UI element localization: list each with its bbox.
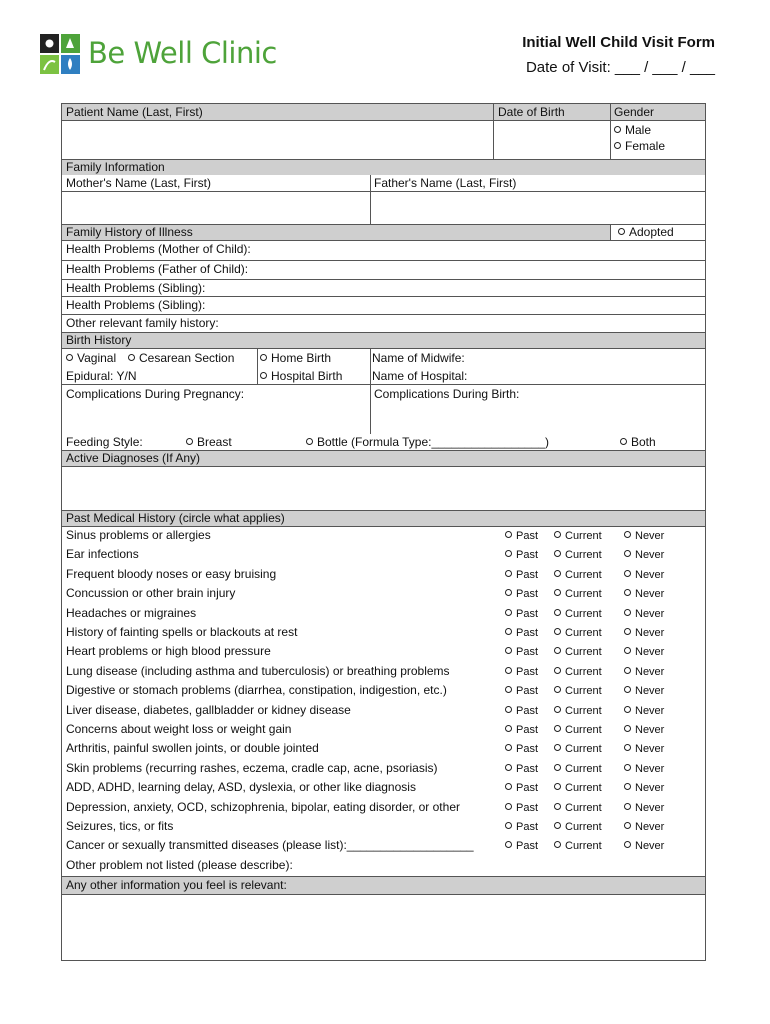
history-option-current[interactable]: Current — [554, 645, 602, 660]
radio-icon — [614, 126, 621, 133]
other-info-title: Any other information you feel is relevant: — [66, 878, 287, 892]
history-item-label: Concerns about weight loss or weight gain — [66, 722, 292, 736]
radio-icon — [554, 706, 561, 713]
history-option-never[interactable]: Never — [624, 820, 664, 835]
history-option-never[interactable]: Never — [624, 801, 664, 816]
history-option-never[interactable]: Never — [624, 607, 664, 622]
radio-icon — [554, 686, 561, 693]
radio-icon — [620, 438, 627, 445]
mother-name-label: Mother's Name (Last, First) — [66, 176, 211, 190]
health-mother-field[interactable]: Health Problems (Mother of Child): — [66, 242, 251, 256]
history-option-current[interactable]: Current — [554, 762, 602, 777]
history-option-current[interactable]: Current — [554, 742, 602, 757]
radio-icon — [186, 438, 193, 445]
gender-label: Gender — [614, 105, 655, 119]
radio-icon — [554, 803, 561, 810]
history-option-never[interactable]: Never — [624, 684, 664, 699]
history-item-label: ADD, ADHD, learning delay, ASD, dyslexia, or other like diagnosis — [66, 780, 416, 794]
history-option-past[interactable]: Past — [505, 626, 538, 641]
family-info-title: Family Information — [66, 160, 165, 174]
date-of-visit-field[interactable]: Date of Visit: ___ / ___ / ___ — [525, 59, 715, 76]
history-option-never[interactable]: Never — [624, 704, 664, 719]
history-option-past[interactable]: Past — [505, 645, 538, 660]
radio-icon — [614, 142, 621, 149]
radio-icon — [128, 354, 135, 361]
radio-icon — [505, 647, 512, 654]
history-item-label: Concussion or other brain injury — [66, 586, 236, 600]
radio-icon — [624, 841, 631, 848]
radio-icon — [505, 706, 512, 713]
history-item-label: Headaches or migraines — [66, 606, 197, 620]
radio-icon — [505, 841, 512, 848]
history-option-never[interactable]: Never — [624, 587, 664, 602]
radio-icon — [554, 764, 561, 771]
history-option-current[interactable]: Current — [554, 723, 602, 738]
radio-icon — [505, 822, 512, 829]
radio-icon — [554, 822, 561, 829]
radio-icon — [624, 706, 631, 713]
history-option-never[interactable]: Never — [624, 645, 664, 660]
radio-icon — [505, 609, 512, 616]
breast-option[interactable]: Breast — [186, 435, 232, 450]
history-item-label: Ear infections — [66, 547, 139, 561]
history-option-never[interactable]: Never — [624, 665, 664, 680]
history-option-past[interactable]: Past — [505, 801, 538, 816]
history-option-current[interactable]: Current — [554, 587, 602, 602]
form-table — [61, 103, 706, 961]
history-option-current[interactable]: Current — [554, 548, 602, 563]
radio-icon — [624, 822, 631, 829]
radio-icon — [66, 354, 73, 361]
history-item-label: Heart problems or high blood pressure — [66, 644, 271, 658]
radio-icon — [624, 667, 631, 674]
radio-icon — [624, 589, 631, 596]
radio-icon — [624, 783, 631, 790]
radio-icon — [505, 725, 512, 732]
radio-icon — [260, 372, 267, 379]
history-option-current[interactable]: Current — [554, 704, 602, 719]
radio-icon — [505, 803, 512, 810]
patient-name-field[interactable] — [66, 122, 490, 158]
vaginal-option[interactable]: Vaginal — [66, 351, 116, 366]
radio-icon — [554, 628, 561, 635]
history-option-past[interactable]: Past — [505, 684, 538, 699]
past-medical-history-title: Past Medical History (circle what applies) — [66, 511, 285, 525]
mother-name-field[interactable] — [66, 193, 366, 223]
history-option-current[interactable]: Current — [554, 839, 602, 854]
history-option-current[interactable]: Current — [554, 568, 602, 583]
history-option-never[interactable]: Never — [624, 529, 664, 544]
dob-label: Date of Birth — [498, 105, 565, 119]
history-option-never[interactable]: Never — [624, 839, 664, 854]
gender-female-option[interactable]: Female — [614, 139, 665, 154]
radio-icon — [505, 589, 512, 596]
complications-birth-field[interactable]: Complications During Birth: — [374, 387, 520, 401]
history-option-past[interactable]: Past — [505, 742, 538, 757]
radio-icon — [505, 550, 512, 557]
both-option[interactable]: Both — [620, 435, 656, 450]
adopted-option[interactable]: Adopted — [618, 225, 674, 240]
radio-icon — [554, 589, 561, 596]
radio-icon — [505, 628, 512, 635]
active-diagnoses-field[interactable] — [66, 468, 702, 508]
radio-icon — [624, 725, 631, 732]
health-sibling-field[interactable]: Health Problems (Sibling): — [66, 298, 206, 312]
clinic-logo — [40, 34, 280, 76]
history-option-current[interactable]: Current — [554, 607, 602, 622]
birth-history-header — [62, 332, 705, 348]
radio-icon — [624, 628, 631, 635]
radio-icon — [554, 725, 561, 732]
radio-icon — [624, 531, 631, 538]
radio-icon — [505, 667, 512, 674]
radio-icon — [554, 783, 561, 790]
history-option-past[interactable]: Past — [505, 587, 538, 602]
complications-pregnancy-field[interactable]: Complications During Pregnancy: — [66, 387, 245, 401]
family-history-title: Family History of Illness — [66, 225, 193, 239]
history-option-past[interactable]: Past — [505, 607, 538, 622]
history-option-current[interactable]: Current — [554, 665, 602, 680]
radio-icon — [505, 764, 512, 771]
home-birth-option[interactable]: Home Birth — [260, 351, 331, 366]
radio-icon — [624, 686, 631, 693]
cesarean-option[interactable]: Cesarean Section — [128, 351, 234, 366]
radio-icon — [624, 764, 631, 771]
history-item-label: Depression, anxiety, OCD, schizophrenia, bipolar, eating disorder, or other — [66, 800, 460, 814]
radio-icon — [554, 531, 561, 538]
history-option-current[interactable]: Current — [554, 529, 602, 544]
midwife-field[interactable]: Name of Midwife: — [372, 351, 465, 365]
history-item-label: Liver disease, diabetes, gallbladder or kidney disease — [66, 703, 351, 717]
history-option-past[interactable]: Past — [505, 548, 538, 563]
history-option-current[interactable]: Current — [554, 801, 602, 816]
radio-icon — [554, 647, 561, 654]
history-option-never[interactable]: Never — [624, 626, 664, 641]
history-option-never[interactable]: Never — [624, 568, 664, 583]
other-info-field[interactable] — [66, 896, 702, 958]
radio-icon — [306, 438, 313, 445]
radio-icon — [624, 609, 631, 616]
radio-icon — [505, 686, 512, 693]
radio-icon — [505, 570, 512, 577]
radio-icon — [624, 550, 631, 557]
radio-icon — [505, 744, 512, 751]
radio-icon — [554, 667, 561, 674]
hospital-name-field[interactable]: Name of Hospital: — [372, 369, 468, 383]
radio-icon — [624, 570, 631, 577]
feeding-style-label: Feeding Style: — [66, 435, 143, 449]
history-option-current[interactable]: Current — [554, 781, 602, 796]
history-option-current[interactable]: Current — [554, 626, 602, 641]
history-option-current[interactable]: Current — [554, 684, 602, 699]
father-name-label: Father's Name (Last, First) — [374, 176, 517, 190]
history-option-never[interactable]: Never — [624, 781, 664, 796]
history-item-label: Cancer or sexually transmitted diseases (please list):___________________ — [66, 838, 474, 852]
radio-icon — [554, 570, 561, 577]
hospital-birth-option[interactable]: Hospital Birth — [260, 369, 342, 384]
history-option-past[interactable]: Past — [505, 762, 538, 777]
radio-icon — [554, 744, 561, 751]
gender-male-option[interactable]: Male — [614, 123, 651, 138]
radio-icon — [624, 647, 631, 654]
radio-icon — [554, 841, 561, 848]
history-option-never[interactable]: Never — [624, 723, 664, 738]
dob-field[interactable] — [498, 122, 606, 158]
radio-icon — [505, 531, 512, 538]
birth-history-title: Birth History — [66, 333, 132, 347]
history-option-past[interactable]: Past — [505, 665, 538, 680]
history-option-past[interactable]: Past — [505, 529, 538, 544]
radio-icon — [554, 609, 561, 616]
history-option-past[interactable]: Past — [505, 704, 538, 719]
logo-mark-icon — [40, 34, 80, 74]
history-item-label: History of fainting spells or blackouts at rest — [66, 625, 298, 639]
active-diagnoses-title: Active Diagnoses (If Any) — [66, 451, 201, 465]
patient-name-label: Patient Name (Last, First) — [66, 105, 203, 119]
history-option-never[interactable]: Never — [624, 742, 664, 757]
other-problem-field[interactable]: Other problem not listed (please describe): — [66, 858, 293, 872]
history-option-never[interactable]: Never — [624, 762, 664, 777]
form-title: Initial Well Child Visit Form — [522, 34, 715, 51]
radio-icon — [624, 744, 631, 751]
epidural-field[interactable]: Epidural: Y/N — [66, 369, 137, 383]
history-item-label: Arthritis, painful swollen joints, or double jointed — [66, 741, 319, 755]
history-item-label: Sinus problems or allergies — [66, 528, 211, 542]
history-item-label: Seizures, tics, or fits — [66, 819, 174, 833]
history-option-current[interactable]: Current — [554, 820, 602, 835]
history-item-label: Lung disease (including asthma and tuberculosis) or breathing problems — [66, 664, 450, 678]
health-sibling-field[interactable]: Health Problems (Sibling): — [66, 281, 206, 295]
history-option-past[interactable]: Past — [505, 723, 538, 738]
radio-icon — [554, 550, 561, 557]
father-name-field[interactable] — [374, 193, 702, 223]
history-item-label: Digestive or stomach problems (diarrhea, constipation, indigestion, etc.) — [66, 683, 447, 697]
history-item-label: Skin problems (recurring rashes, eczema, cradle cap, acne, psoriasis) — [66, 761, 438, 775]
history-option-past[interactable]: Past — [505, 820, 538, 835]
radio-icon — [260, 354, 267, 361]
history-item-label: Frequent bloody noses or easy bruising — [66, 567, 277, 581]
radio-icon — [505, 783, 512, 790]
radio-icon — [624, 803, 631, 810]
radio-icon — [618, 228, 625, 235]
other-family-history-field[interactable]: Other relevant family history: — [66, 316, 219, 330]
history-option-past[interactable]: Past — [505, 839, 538, 854]
history-option-past[interactable]: Past — [505, 568, 538, 583]
history-option-never[interactable]: Never — [624, 548, 664, 563]
bottle-option[interactable]: Bottle (Formula Type:_________________) — [306, 435, 549, 450]
history-option-past[interactable]: Past — [505, 781, 538, 796]
health-father-field[interactable]: Health Problems (Father of Child): — [66, 262, 249, 276]
clinic-name: Be Well Clinic — [88, 36, 277, 70]
